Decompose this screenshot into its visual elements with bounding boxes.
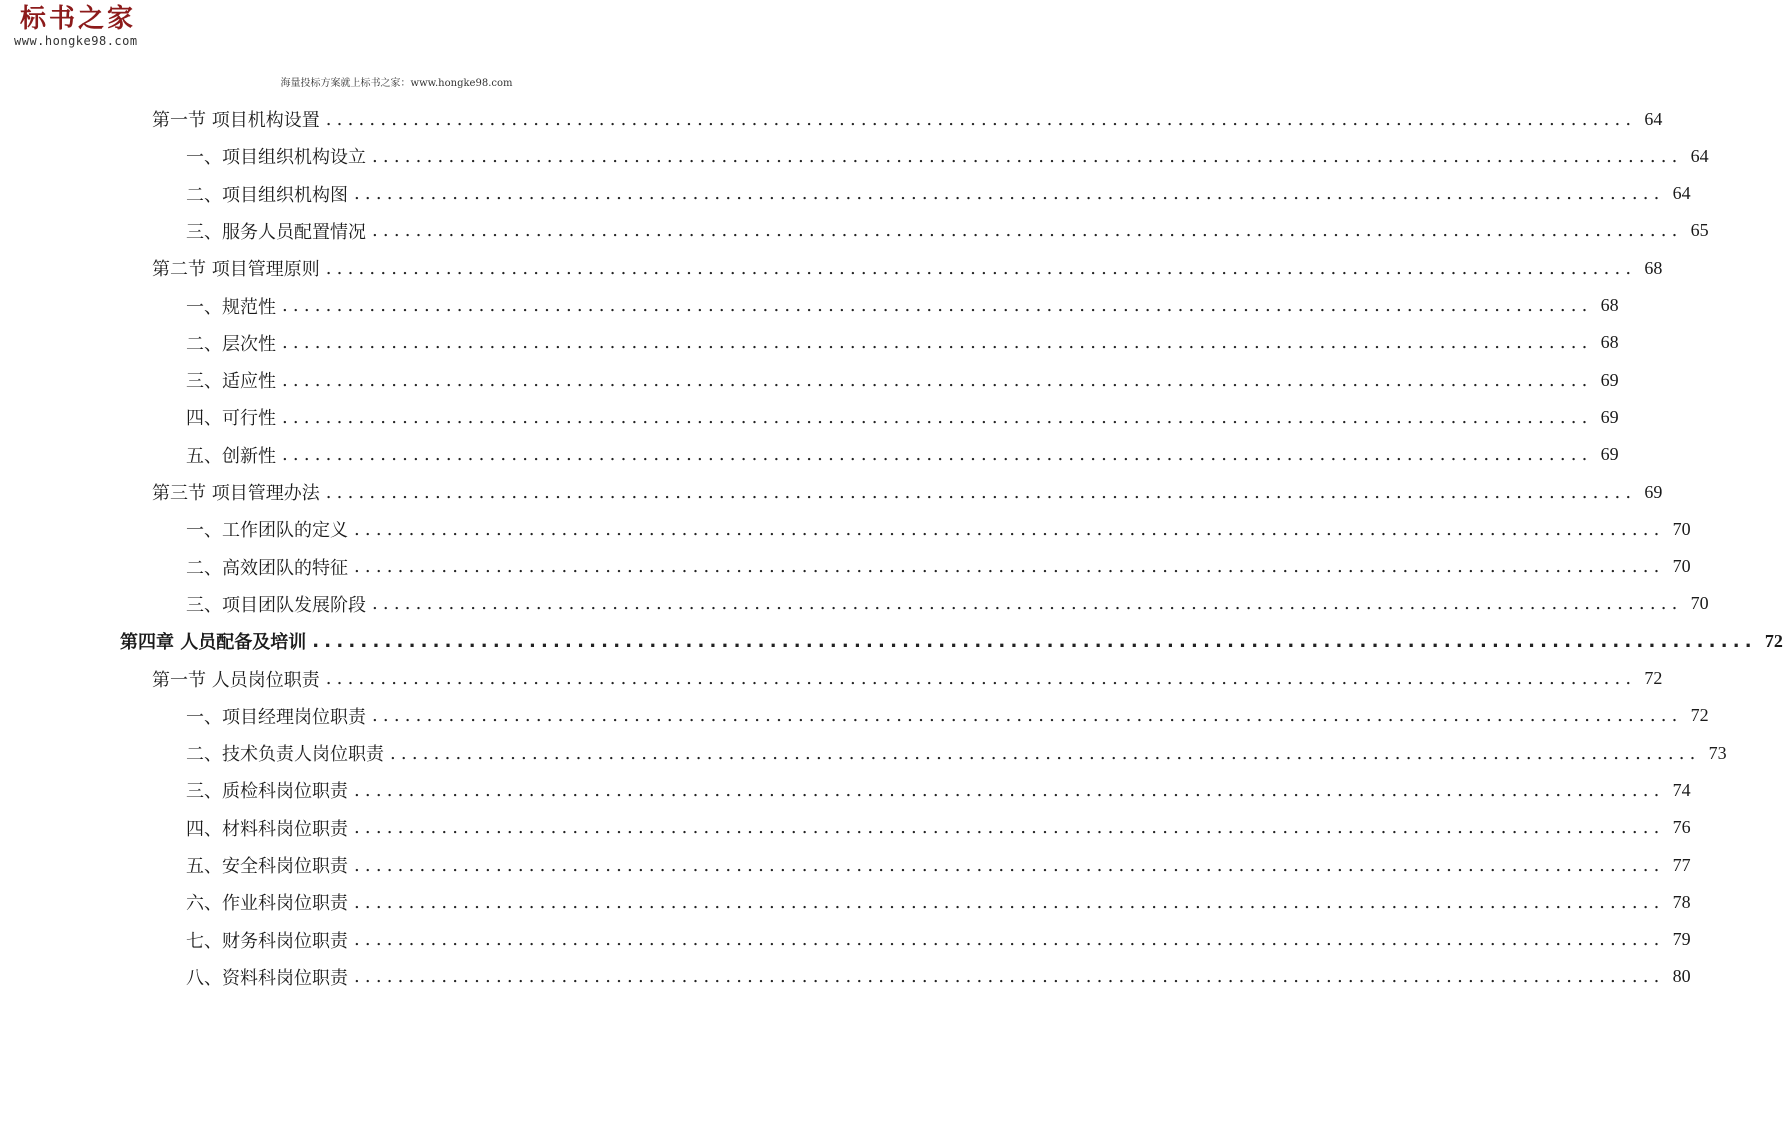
toc-leader-dots: ........................................................................................................................	[325, 668, 1637, 689]
toc-entry-item[interactable]	[186, 325, 1619, 361]
toc-entry-page-number: 69	[1600, 406, 1619, 427]
toc-leader-dots: ........................................................................................................................	[354, 817, 1665, 839]
toc-entry-label: 第二节 项目管理原则	[152, 259, 320, 281]
toc-entry-label: 四、可行性	[186, 408, 276, 430]
toc-entry-item[interactable]	[186, 511, 1691, 547]
toc-entry-label: 一、项目经理岗位职责	[186, 706, 366, 728]
toc-entry-label: 一、规范性	[186, 296, 276, 318]
toc-entry-label: 第四章 人员配备及培训	[120, 632, 307, 654]
toc-leader-dots: ........................................................................................................................	[354, 183, 1665, 205]
toc-entry-item[interactable]	[186, 847, 1691, 883]
toc-entry-item[interactable]	[186, 698, 1709, 734]
toc-leader-dots: ........................................................................................................................	[282, 444, 1593, 466]
toc-entry-page-number: 69	[1644, 481, 1663, 502]
site-logo	[14, 4, 138, 48]
toc-entry-page-number: 64	[1672, 183, 1691, 204]
toc-leader-dots: ........................................................................................................................	[354, 556, 1665, 578]
toc-entry-page-number: 69	[1600, 369, 1619, 390]
toc-entry-label: 三、质检科岗位职责	[186, 781, 348, 803]
toc-entry-label: 三、项目团队发展阶段	[186, 594, 366, 616]
toc-leader-dots: ........................................................................................................................	[325, 481, 1637, 503]
toc-entry-label: 二、层次性	[186, 333, 276, 355]
toc-entry-page-number: 68	[1600, 295, 1619, 315]
toc-entry-page-number: 79	[1672, 929, 1691, 950]
toc-entry-page-number: 77	[1672, 854, 1691, 875]
toc-entry-page-number: 74	[1672, 779, 1691, 800]
toc-entry-label: 二、高效团队的特征	[186, 557, 348, 579]
toc-entry-page-number: 78	[1672, 891, 1691, 912]
toc-leader-dots: ........................................................................................................................	[282, 369, 1593, 391]
toc-entry-item[interactable]	[186, 213, 1709, 249]
toc-entry-item[interactable]	[186, 884, 1691, 920]
toc-leader-dots: ........................................................................................................................	[325, 108, 1637, 130]
toc-entry-section[interactable]	[152, 250, 1663, 286]
toc-entry-item[interactable]	[186, 437, 1619, 473]
logo-title: 标书之家	[20, 4, 137, 34]
toc-leader-dots: ........................................................................................................................	[372, 593, 1683, 615]
toc-leader-dots: ........................................................................................................................	[282, 295, 1593, 316]
toc-entry-item[interactable]	[186, 922, 1691, 958]
toc-entry-page-number: 73	[1708, 742, 1727, 763]
toc-leader-dots: ........................................................................................................................	[354, 891, 1665, 913]
toc-entry-page-number: 65	[1690, 220, 1709, 241]
toc-entry-label: 二、项目组织机构图	[186, 184, 348, 206]
toc-entry-page-number: 69	[1600, 444, 1619, 465]
toc-entry-label: 第一节 人员岗位职责	[152, 669, 320, 691]
toc-entry-section[interactable]	[152, 661, 1663, 697]
toc-leader-dots: ........................................................................................................................	[325, 257, 1637, 279]
toc-leader-dots: ........................................................................................................................	[282, 332, 1593, 354]
toc-leader-dots: ........................................................................................................................	[372, 145, 1683, 167]
toc-leader-dots: ........................................................................................................................	[390, 742, 1701, 764]
toc-entry-label: 四、材料科岗位职责	[186, 818, 348, 840]
toc-entry-page-number: 70	[1672, 518, 1691, 539]
toc-entry-item[interactable]	[186, 399, 1619, 435]
toc-entry-page-number: 72	[1644, 668, 1663, 688]
toc-leader-dots: ........................................................................................................................	[282, 406, 1593, 428]
toc-entry-label: 三、服务人员配置情况	[186, 221, 366, 243]
toc-leader-dots: ........................................................................................................................	[354, 779, 1665, 801]
toc-entry-item[interactable]	[186, 810, 1691, 846]
toc-leader-dots: ........................................................................................................................	[372, 220, 1683, 242]
toc-entry-item[interactable]	[186, 772, 1691, 808]
toc-entry-label: 一、工作团队的定义	[186, 520, 348, 542]
toc-entry-page-number: 64	[1644, 108, 1663, 129]
toc-entry-label: 三、适应性	[186, 371, 276, 393]
toc-entry-section[interactable]	[152, 474, 1663, 510]
toc-entry-label: 第三节 项目管理办法	[152, 483, 320, 504]
toc-entry-page-number: 72	[1690, 705, 1709, 726]
toc-entry-page-number: 68	[1644, 257, 1663, 278]
toc-entry-label: 第一节 项目机构设置	[152, 110, 320, 131]
toc-entry-label: 六、作业科岗位职责	[186, 893, 348, 915]
toc-entry-page-number: 76	[1672, 817, 1691, 838]
toc-entry-label: 八、资料科岗位职责	[186, 967, 348, 989]
toc-leader-dots: ........................................................................................................................	[354, 518, 1665, 540]
toc-entry-page-number: 70	[1690, 593, 1709, 614]
toc-entry-item[interactable]	[186, 586, 1709, 622]
toc-entry-item[interactable]	[186, 959, 1691, 995]
toc-entry-page-number: 68	[1600, 332, 1619, 353]
toc-entry-item[interactable]	[186, 138, 1709, 174]
toc-entry-chapter[interactable]	[120, 623, 1783, 659]
toc-leader-dots: ........................................................................................................................	[354, 854, 1665, 876]
toc-entry-page-number: 80	[1672, 966, 1691, 987]
toc-leader-dots: ........................................................................................................................	[354, 966, 1665, 988]
toc-entry-page-number: 64	[1690, 145, 1709, 166]
logo-url: www.hongke98.com	[14, 34, 138, 48]
toc-entry-section[interactable]	[152, 101, 1663, 137]
toc-leader-dots: ........................................................................................................................	[354, 929, 1665, 951]
toc-entry-label: 一、项目组织机构设立	[186, 147, 366, 169]
toc-leader-dots: ........................................................................................................................	[312, 630, 1757, 652]
toc-entry-label: 七、财务科岗位职责	[186, 930, 348, 952]
toc-entry-item[interactable]	[186, 735, 1727, 771]
toc-entry-label: 二、技术负责人岗位职责	[186, 744, 384, 766]
toc-entry-item[interactable]	[186, 549, 1691, 585]
toc-entry-label: 五、安全科岗位职责	[186, 856, 348, 877]
toc-entry-item[interactable]	[186, 288, 1619, 324]
toc-entry-page-number: 70	[1672, 556, 1691, 577]
toc-entry-label: 五、创新性	[186, 445, 276, 467]
toc-entry-item[interactable]	[186, 176, 1691, 212]
toc-leader-dots: ........................................................................................................................	[372, 705, 1683, 727]
toc-entry-item[interactable]	[186, 362, 1619, 398]
header-note: 海量投标方案就上标书之家：www.hongke98.com	[280, 78, 513, 89]
toc-entry-page-number: 72	[1764, 630, 1783, 651]
